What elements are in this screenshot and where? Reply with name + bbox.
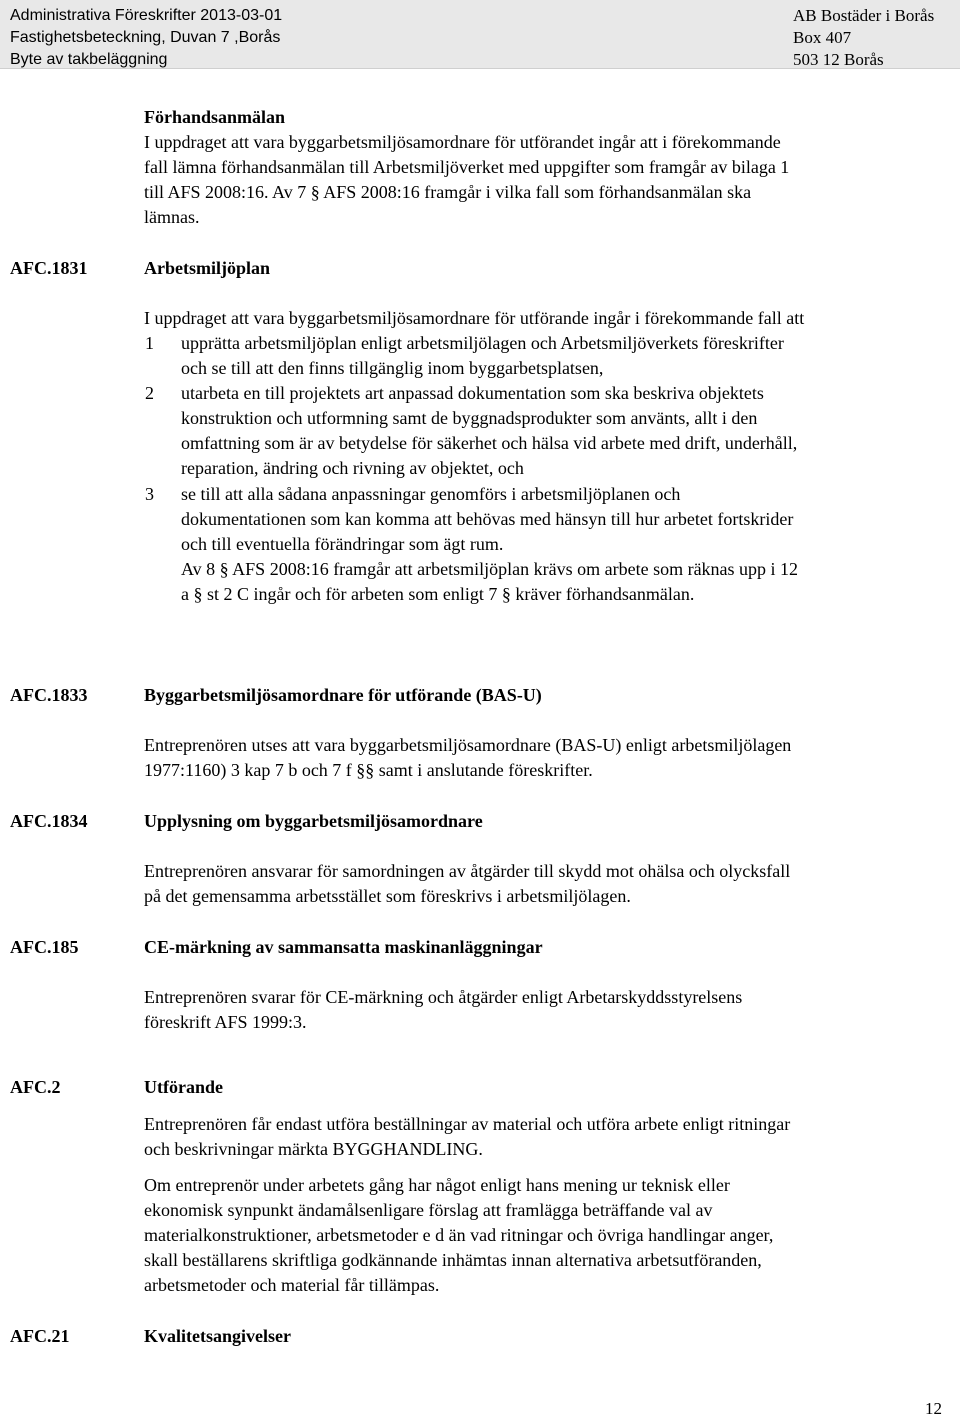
section-body-bas-u xyxy=(144,733,944,783)
header-property-designation: Fastighetsbeteckning, Duvan 7 ,Borås xyxy=(10,29,281,46)
section-heading-forhandsanmalan: Förhandsanmälan xyxy=(144,107,286,127)
list-item-line: konstruktion och utformning samt de byggnadsprodukter som använts, allt i den xyxy=(181,408,758,428)
body-line: på det gemensamma arbetsstället som föreskrivs i arbetsmiljölagen. xyxy=(144,886,631,906)
body-line: Entreprenören svarar för CE-märkning och åtgärder enligt Arbetarskyddsstyrelsens xyxy=(144,987,743,1007)
list-item xyxy=(181,482,798,607)
body-line: arbetsmetoder och material får tillämpas. xyxy=(144,1275,440,1295)
body-line: ekonomisk synpunkt ändamålsenligare förslag att framlägga beträffande val av xyxy=(144,1200,713,1220)
section-body-ce-markning xyxy=(144,985,944,1035)
list-item xyxy=(181,331,784,381)
list-item-number: 1 xyxy=(145,333,154,353)
body-line: till AFS 2008:16. Av 7 § AFS 2008:16 framgår i vilka fall som förhandsanmälan ska xyxy=(144,182,752,202)
header-client-box: Box 407 xyxy=(793,28,852,47)
header-client-postal: 503 12 Borås xyxy=(793,50,884,69)
section-code-afc1831: AFC.1831 xyxy=(10,258,88,278)
header-document-info xyxy=(10,5,530,71)
section-body-upplysning xyxy=(144,859,944,909)
body-line: fall lämna förhandsanmälan till Arbetsmiljöverket med uppgifter som framgår av bilaga 1 xyxy=(144,157,790,177)
body-line: Entreprenören får endast utföra beställningar av material och utföra arbete enligt ritningar xyxy=(144,1114,791,1134)
list-item-number: 2 xyxy=(145,383,154,403)
section-intro-arbetsmiljoplan xyxy=(144,306,944,331)
section-code-afc1834: AFC.1834 xyxy=(10,811,88,831)
header-client-address xyxy=(793,5,958,71)
list-item-number: 3 xyxy=(145,484,154,504)
list-item-line: utarbeta en till projektets art anpassad dokumentation som ska beskriva objektets xyxy=(181,383,764,403)
document-header xyxy=(0,0,960,69)
section-heading-bas-u: Byggarbetsmiljösamordnare för utförande (BAS-U) xyxy=(144,685,542,705)
body-line: föreskrift AFS 1999:3. xyxy=(144,1012,307,1032)
body-line: 1977:1160) 3 kap 7 b och 7 f §§ samt i anslutande föreskrifter. xyxy=(144,760,593,780)
header-project-name: Byte av takbeläggning xyxy=(10,51,168,68)
body-line: I uppdraget att vara byggarbetsmiljösamordnare för utförande ingår i förekommande fall att xyxy=(144,308,805,328)
body-line: Entreprenören utses att vara byggarbetsmiljösamordnare (BAS-U) enligt arbetsmiljölagen xyxy=(144,735,792,755)
list-item-line: omfattning som är av betydelse för säkerhet och hälsa vid arbete med drift, underhåll, xyxy=(181,433,798,453)
list-item-line: reparation, ändring och rivning av objektet, och xyxy=(181,458,524,478)
body-line: skall beställarens skriftliga godkännande inhämtas innan alternativa arbetsutföranden, xyxy=(144,1250,762,1270)
header-document-title: Administrativa Föreskrifter 2013-03-01 xyxy=(10,7,283,24)
section-heading-upplysning: Upplysning om byggarbetsmiljösamordnare xyxy=(144,811,483,831)
section-code-afc21: AFC.21 xyxy=(10,1326,70,1346)
section-heading-utforande: Utförande xyxy=(144,1077,223,1097)
list-item-line: Av 8 § AFS 2008:16 framgår att arbetsmiljöplan krävs om arbete som räknas upp i 12 xyxy=(181,559,799,579)
list-item-line: upprätta arbetsmiljöplan enligt arbetsmiljölagen och Arbetsmiljöverkets föreskrifter xyxy=(181,333,784,353)
body-line: I uppdraget att vara byggarbetsmiljösamordnare för utförandet ingår att i förekommande xyxy=(144,132,781,152)
body-line: Entreprenören ansvarar för samordningen av åtgärder till skydd mot ohälsa och olycksfall xyxy=(144,861,791,881)
list-item-line: a § st 2 C ingår och för arbeten som enligt 7 § kräver förhandsanmälan. xyxy=(181,584,695,604)
section-heading-ce-markning: CE-märkning av sammansatta maskinanläggningar xyxy=(144,937,543,957)
body-line: materialkonstruktioner, arbetsmetoder e d än vad ritningar och övriga handlingar anger, xyxy=(144,1225,774,1245)
section-body-utforande-1 xyxy=(144,1112,944,1162)
body-line: lämnas. xyxy=(144,207,200,227)
section-code-afc1833: AFC.1833 xyxy=(10,685,88,705)
header-client-name: AB Bostäder i Borås xyxy=(793,6,935,25)
section-body-utforande-2 xyxy=(144,1173,944,1298)
body-line: och beskrivningar märkta BYGGHANDLING. xyxy=(144,1139,483,1159)
section-code-afc2: AFC.2 xyxy=(10,1077,61,1097)
list-item xyxy=(181,381,797,481)
list-item-line: se till att alla sådana anpassningar genomförs i arbetsmiljöplanen och xyxy=(181,484,681,504)
section-body-forhandsanmalan xyxy=(144,130,944,230)
list-item-line: och se till att den finns tillgänglig inom byggarbetsplatsen, xyxy=(181,358,604,378)
list-item-line: dokumentationen som kan komma att behövas med hänsyn till hur arbetet fortskrider xyxy=(181,509,794,529)
section-code-afc185: AFC.185 xyxy=(10,937,79,957)
body-line: Om entreprenör under arbetets gång har något enligt hans mening ur teknisk eller xyxy=(144,1175,730,1195)
list-item-line: och till eventuella förändringar som ägt rum. xyxy=(181,534,504,554)
section-heading-arbetsmiljoplan: Arbetsmiljöplan xyxy=(144,258,270,278)
page-number: 12 xyxy=(925,1399,942,1418)
section-heading-kvalitetsangivelser: Kvalitetsangivelser xyxy=(144,1326,291,1346)
